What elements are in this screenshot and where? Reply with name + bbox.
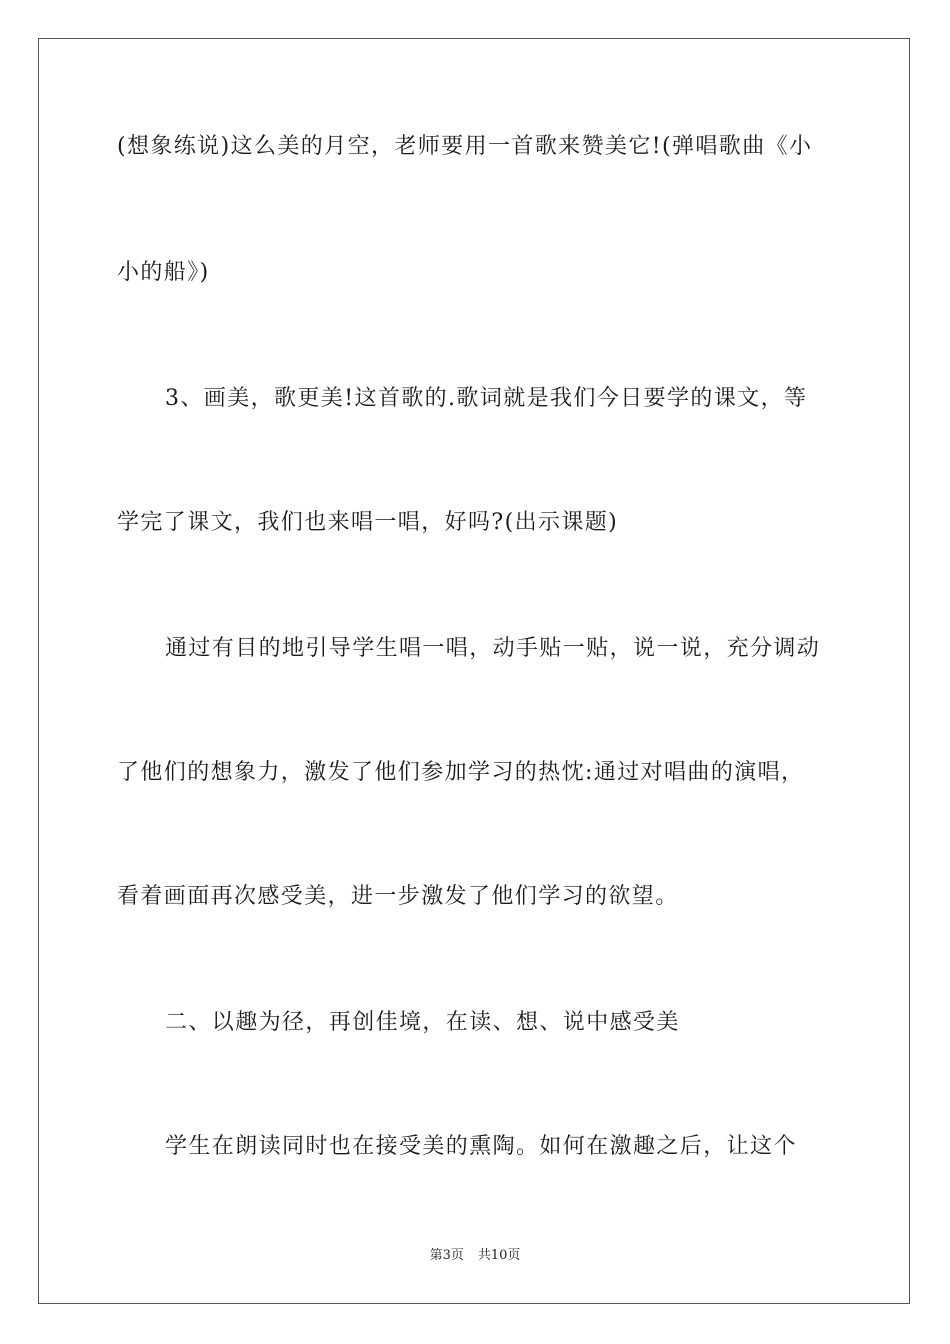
page-footer [0,1246,950,1266]
text-line-2: 小的船》) [117,260,210,285]
text-line-7: 看着画面再次感受美，进一步激发了他们学习的欲望。 [117,884,679,909]
page-number: 第3页 [429,1248,464,1263]
page-total: 共10页 [477,1248,521,1263]
text-line-3: 3、画美，歌更美!这首歌的.歌词就是我们今日要学的课文，等 [165,386,808,411]
text-line-6: 了他们的想象力，激发了他们参加学习的热忱:通过对唱曲的演唱， [117,760,805,785]
page-border [38,38,910,1304]
text-line-5: 通过有目的地引导学生唱一唱，动手贴一贴，说一说，充分调动 [165,636,821,661]
text-line-4: 学完了课文，我们也来唱一唱，好吗?(出示课题) [117,510,619,535]
text-line-9: 学生在朗读同时也在接受美的熏陶。如何在激趣之后，让这个 [165,1134,797,1159]
text-line-1: (想象练说)这么美的月空，老师要用一首歌来赞美它!(弹唱歌曲《小 [117,134,813,159]
section-heading: 二、以趣为径，再创佳境，在读、想、说中感受美 [165,1010,680,1035]
